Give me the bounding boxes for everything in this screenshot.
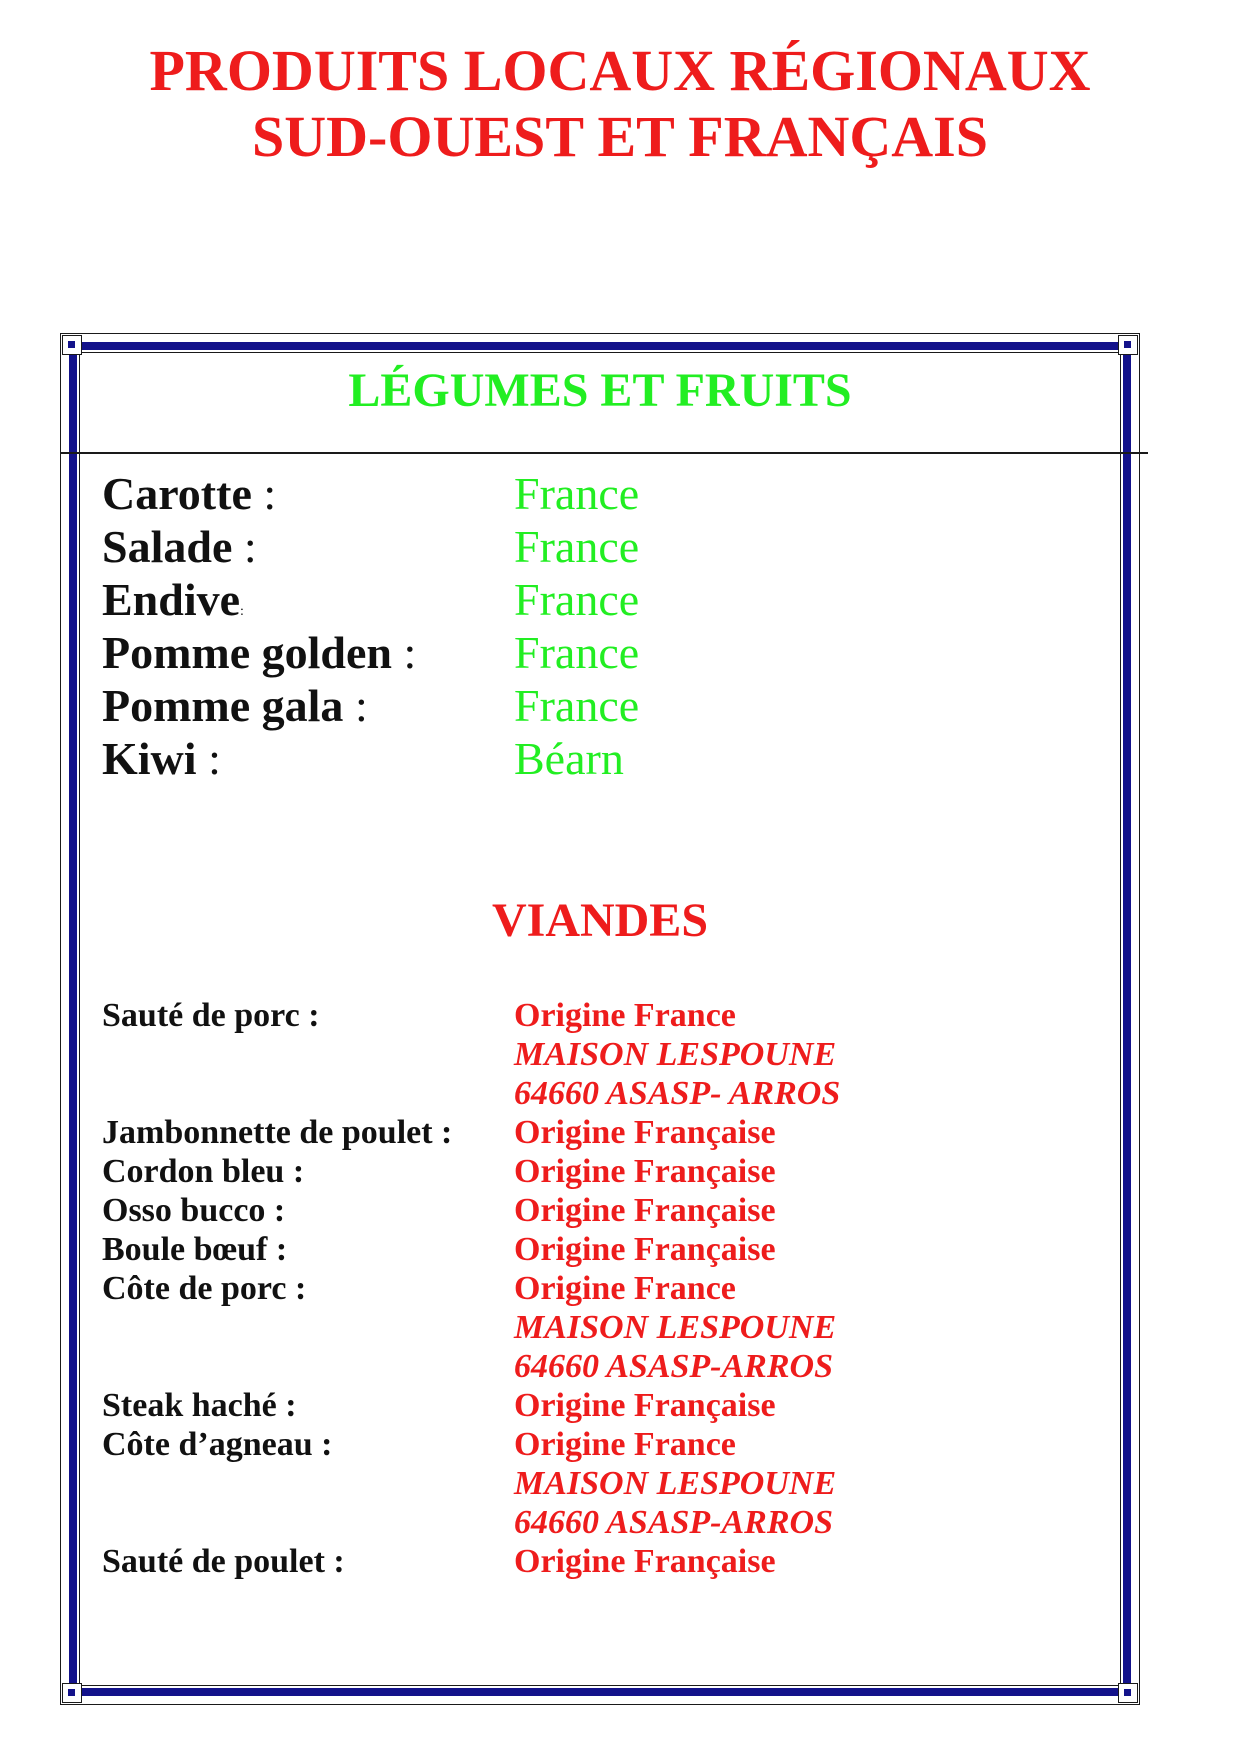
legume-origin: France	[514, 521, 640, 572]
viande-supplier-address: 64660 ASASP-ARROS	[514, 1348, 833, 1385]
viandes-list	[102, 996, 1102, 1581]
legume-row	[102, 573, 1102, 626]
viande-supplier-address: 64660 ASASP- ARROS	[514, 1075, 841, 1112]
viande-origin-label: Origine France	[514, 997, 736, 1034]
viande-origin	[514, 996, 1102, 1113]
viande-origin	[514, 1152, 1102, 1191]
viande-row	[102, 1269, 1102, 1386]
frame-corner-top-left	[62, 335, 82, 355]
viande-name: Côte de porc :	[102, 1270, 307, 1307]
viande-name: Steak haché :	[102, 1387, 297, 1424]
legume-row	[102, 679, 1102, 732]
viande-origin	[514, 1113, 1102, 1152]
product-frame	[60, 333, 1140, 1705]
viande-row	[102, 1113, 1102, 1152]
viande-origin-label: Origine Française	[514, 1387, 776, 1424]
viande-origin-label: Origine Française	[514, 1114, 776, 1151]
viandes-heading: VIANDES	[491, 894, 709, 947]
viande-origin-label: Origine France	[514, 1270, 736, 1307]
viande-row	[102, 1191, 1102, 1230]
viande-origin-label: Origine Française	[514, 1153, 776, 1190]
legumes-heading: LÉGUMES ET FRUITS	[348, 364, 852, 417]
frame-corner-bottom-left	[62, 1683, 82, 1703]
heading-divider	[60, 452, 1148, 454]
legume-row	[102, 467, 1102, 520]
legume-row	[102, 732, 1102, 785]
frame-corner-top-right	[1118, 335, 1138, 355]
legume-origin: France	[514, 574, 640, 625]
frame-corner-bottom-right	[1118, 1683, 1138, 1703]
viande-supplier: MAISON LESPOUNE	[514, 1465, 837, 1502]
page-title-line-2: SUD-OUEST ET FRANÇAIS	[252, 104, 988, 169]
viande-origin	[514, 1386, 1102, 1425]
viande-row	[102, 1152, 1102, 1191]
viande-supplier: MAISON LESPOUNE	[514, 1309, 837, 1346]
page-title-line-1: PRODUITS LOCAUX RÉGIONAUX	[149, 38, 1091, 103]
viande-row	[102, 1542, 1102, 1581]
legume-origin: France	[514, 468, 640, 519]
viande-name: Sauté de porc :	[102, 997, 320, 1034]
legume-name: Pomme gala :	[102, 680, 368, 731]
legume-name: Salade :	[102, 521, 257, 572]
legume-name: Kiwi :	[102, 733, 221, 784]
viande-origin-label: Origine Française	[514, 1543, 776, 1580]
viande-row	[102, 996, 1102, 1113]
legumes-list	[102, 467, 1102, 785]
legume-row	[102, 626, 1102, 679]
legume-name: Endive:	[102, 574, 244, 625]
viande-origin	[514, 1191, 1102, 1230]
legume-origin: France	[514, 680, 640, 731]
legume-name: Carotte :	[102, 468, 277, 519]
viande-name: Osso bucco :	[102, 1192, 286, 1229]
viande-name: Boule bœuf :	[102, 1231, 288, 1268]
legume-origin: Béarn	[514, 733, 624, 784]
viande-origin-label: Origine Française	[514, 1192, 776, 1229]
viande-row	[102, 1230, 1102, 1269]
viande-name: Cordon bleu :	[102, 1153, 305, 1190]
viande-origin	[514, 1230, 1102, 1269]
viande-name: Côte d’agneau :	[102, 1426, 333, 1463]
viande-origin-label: Origine France	[514, 1426, 736, 1463]
viande-name: Jambonnette de poulet :	[102, 1114, 453, 1151]
legume-name: Pomme golden :	[102, 627, 417, 678]
viande-row	[102, 1386, 1102, 1425]
legume-origin: France	[514, 627, 640, 678]
page-title	[0, 38, 1240, 170]
viande-origin	[514, 1542, 1102, 1581]
viande-origin-label: Origine Française	[514, 1231, 776, 1268]
viande-name: Sauté de poulet :	[102, 1543, 345, 1580]
viande-origin	[514, 1269, 1102, 1386]
viande-supplier-address: 64660 ASASP-ARROS	[514, 1504, 833, 1541]
viande-supplier: MAISON LESPOUNE	[514, 1036, 837, 1073]
viande-origin	[514, 1425, 1102, 1542]
legume-row	[102, 520, 1102, 573]
viande-row	[102, 1425, 1102, 1542]
